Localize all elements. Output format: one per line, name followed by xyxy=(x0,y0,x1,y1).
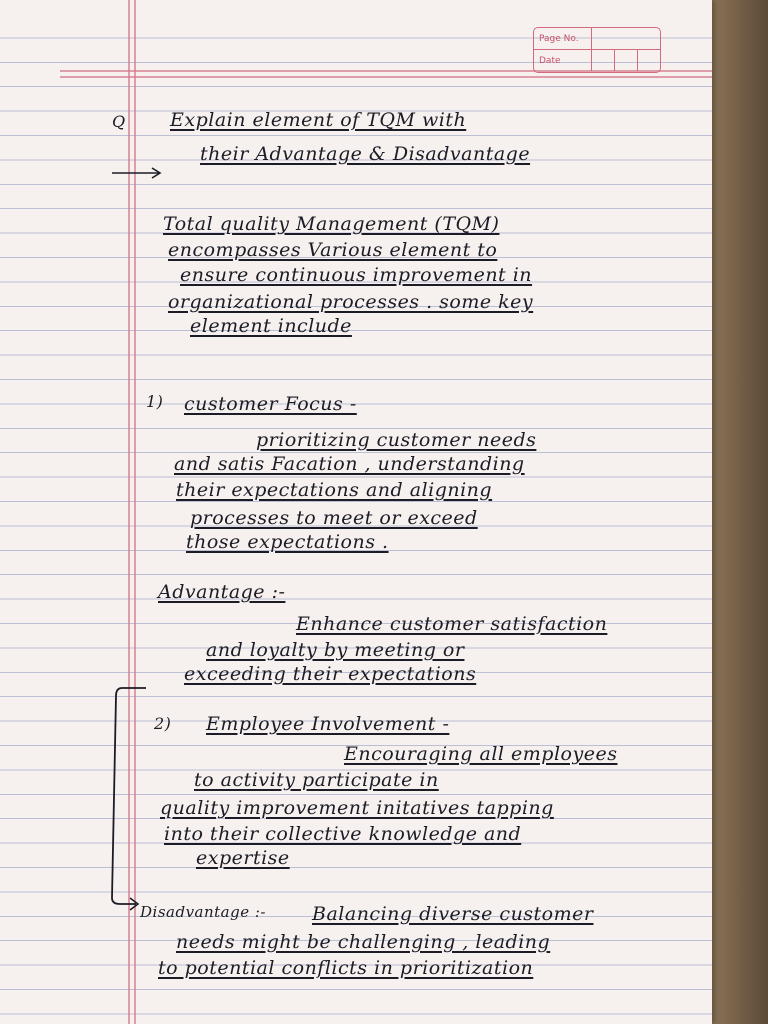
question-line-2: their Advantage & Disadvantage xyxy=(200,143,531,165)
top-margin-line-inner xyxy=(60,76,712,78)
arrow-icon xyxy=(110,166,170,180)
intro-line-4: organizational processes . some key xyxy=(168,291,534,313)
section1-marker: 1) xyxy=(146,392,164,411)
page-no-row xyxy=(534,28,660,50)
date-label: Date xyxy=(534,50,592,71)
section2-marker: 2) xyxy=(154,714,172,733)
intro-line-3: ensure continuous improvement in xyxy=(180,264,533,286)
section1-line-5: those expectations . xyxy=(186,531,389,553)
notebook-background-edge xyxy=(712,0,768,1024)
disadvantage-line-3: to potential conflicts in prioritization xyxy=(158,957,534,979)
bracket-icon xyxy=(100,684,150,910)
section2-line-4: into their collective knowledge and xyxy=(164,823,522,845)
advantage-line-2: and loyalty by meeting or xyxy=(206,639,465,661)
section2-heading: Employee Involvement - xyxy=(206,713,450,735)
section1-line-2: and satis Facation , understanding xyxy=(174,453,525,475)
section2-line-2: to activity participate in xyxy=(194,769,439,791)
section1-line-3: their expectations and aligning xyxy=(176,479,493,501)
question-line-1: Explain element of TQM with xyxy=(170,109,467,131)
section2-line-5: expertise xyxy=(196,847,290,869)
question-marker: Q xyxy=(112,112,126,131)
intro-line-1: Total quality Management (TQM) xyxy=(163,213,500,235)
intro-line-2: encompasses Various element to xyxy=(168,239,498,261)
disadvantage-line-1: Balancing diverse customer xyxy=(312,903,594,925)
section1-heading: customer Focus - xyxy=(184,393,357,415)
advantage-line-3: exceeding their expectations xyxy=(184,663,477,685)
advantage-line-1: Enhance customer satisfaction xyxy=(296,613,608,635)
advantage-heading: Advantage :- xyxy=(158,581,286,603)
disadvantage-line-2: needs might be challenging , leading xyxy=(176,931,551,953)
disadvantage-heading: Disadvantage :- xyxy=(140,903,266,921)
intro-line-5: element include xyxy=(190,315,352,337)
section1-line-1: prioritizing customer needs xyxy=(256,429,537,451)
section2-line-1: Encouraging all employees xyxy=(344,743,618,765)
page-meta-box xyxy=(533,27,661,73)
section1-line-4: processes to meet or exceed xyxy=(190,507,478,529)
section2-line-3: quality improvement initatives tapping xyxy=(160,797,554,819)
date-row xyxy=(534,50,660,71)
page-no-label: Page No. xyxy=(534,28,592,49)
